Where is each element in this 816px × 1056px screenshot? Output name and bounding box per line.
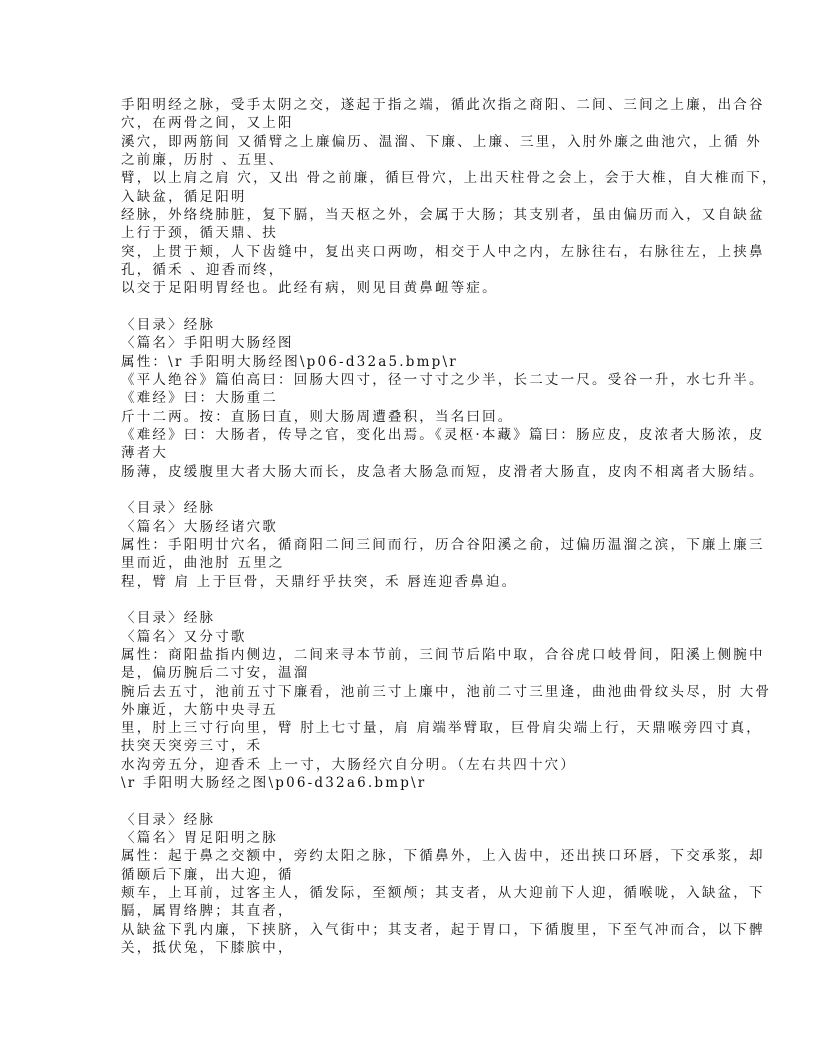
entry-title: 〈篇名〉又分寸歌 — [121, 628, 247, 645]
text-line: 《平人绝谷》篇伯高曰：回肠大四寸，径一寸寸之少半，长二丈一尺。受谷一升，水七升半。 — [121, 371, 765, 388]
text-line: 程，臂 肩 上于巨骨，天鼎纡乎扶突，禾 唇连迎香鼻迫。 — [121, 573, 518, 590]
text-line: 手阳明经之脉，受手太阴之交，遂起于指之端，循此次指之商阳、二间、三间之上廉，出合谷 — [121, 97, 765, 113]
blank-line — [121, 591, 701, 609]
text-line: 经脉，外络绕肺脏，复下膈，当天枢之外，会属于大肠；其支别者，虽由偏历而入，又自缺盆 — [121, 206, 765, 223]
blank-line — [121, 481, 701, 499]
text-line: 之前廉，历肘 、五里、 — [121, 151, 285, 168]
text-line: 肠薄，皮缓腹里大者大肠大而长，皮急者大肠急而短，皮滑者大肠直，皮肉不相离者大肠结。 — [121, 463, 765, 480]
entry-stomach-meridian — [121, 811, 765, 958]
catalog-label: 〈目录〉经脉 — [121, 500, 216, 517]
intro-paragraph — [121, 96, 778, 298]
text-line: 是，偏历腕后二寸安，温溜 — [121, 665, 310, 682]
text-line: 里，肘上三寸行向里，臂 肘上七寸量，肩 肩端举臂取，巨骨肩尖端上行，天鼎喉旁四寸真， — [121, 720, 762, 737]
text-line: 水沟旁五分，迎香禾 上一寸，大肠经穴自分明。（左右共四十穴） — [121, 756, 577, 773]
entry-title: 〈篇名〉手阳明大肠经图 — [121, 335, 294, 352]
text-line: 溪穴，即两筋间 又循臂之上廉偏历、温溜、下廉、上廉、三里，入肘外廉之曲池穴，上循 外 — [121, 133, 762, 150]
text-line: 属性：商阳盐指内侧边，二间来寻本节前，三间节后陷中取，合谷虎口岐骨间，阳溪上侧腕中 — [121, 646, 765, 663]
text-line: 《难经》曰：大肠者，传导之官，变化出焉。《灵枢·本藏》篇曰：肠应皮，皮浓者大肠浓，皮 — [121, 426, 765, 443]
text-line: 里而近，曲池肘 五里之 — [121, 555, 285, 572]
text-line: 扶突天突旁三寸，禾 — [121, 738, 263, 755]
text-line: 属性：\r 手阳明大肠经图\p06-d32a5.bmp\r — [121, 353, 458, 370]
text-line: 穴，在两骨之间，又上阳 — [121, 115, 294, 132]
text-line: 突，上贯于颊，人下齿缝中，复出夹口两吻，相交于人中之内，左脉往右，右脉往左，上挟鼻 — [121, 243, 765, 260]
document-page — [121, 96, 778, 957]
blank-line — [121, 298, 701, 316]
text-line: 入缺盆，循足阳明 — [121, 188, 247, 205]
text-line: 薄者大 — [121, 445, 169, 462]
text-line: 《难经》曰：大肠重二 — [121, 390, 278, 407]
text-line: 斤十二两。按：直肠曰直，则大肠周遭叠积，当名曰回。 — [121, 408, 514, 425]
text-line: 膈，属胃络脾；其直者， — [121, 903, 294, 920]
image-reference: \r 手阳明大肠经之图\p06-d32a6.bmp\r — [121, 775, 427, 792]
text-line: 腕后去五寸，池前五寸下廉看，池前三寸上廉中，池前二寸三里逢，曲池曲骨纹头尽，肘 大骨 — [121, 683, 772, 700]
text-line: 属性：起于鼻之交额中，旁约太阳之脉，下循鼻外，上入齿中，还出挟口环唇，下交承浆，却 — [121, 848, 765, 865]
entry-acupoint-song — [121, 499, 765, 591]
entry-measurement-song — [121, 609, 772, 792]
text-line: 外廉近，大筋中央寻五 — [121, 701, 278, 718]
entry-title: 〈篇名〉大肠经诸穴歌 — [121, 518, 278, 535]
catalog-label: 〈目录〉经脉 — [121, 316, 216, 333]
text-line: 以交于足阳明胃经也。此经有病，则见目黄鼻衄等症。 — [121, 280, 498, 297]
text-line: 颊车，上耳前，过客主人，循发际，至额颅；其支者，从大迎前下人迎，循喉咙，入缺盆，下 — [121, 885, 765, 902]
catalog-label: 〈目录〉经脉 — [121, 610, 216, 627]
text-line: 循颐后下廉，出大迎，循 — [121, 866, 294, 883]
catalog-label: 〈目录〉经脉 — [121, 811, 216, 828]
text-line: 属性：手阳明廿穴名，循商阳二间三间而行，历合谷阳溪之俞，过偏历温溜之滨，下廉上廉三 — [121, 536, 765, 553]
blank-line — [121, 792, 701, 810]
entry-title: 〈篇名〉胃足阳明之脉 — [121, 830, 278, 847]
text-line: 臂，以上肩之肩 穴，又出 骨之前廉，循巨骨穴，上出天柱骨之会上，会于大椎，自大椎而下， — [121, 170, 778, 187]
entry-large-intestine-diagram — [121, 316, 765, 481]
text-line: 从缺盆下乳内廉，下挟脐，入气街中；其支者，起于胃口，下循腹里，下至气冲而合，以下髀 — [121, 921, 765, 938]
text-line: 关，抵伏兔，下膝膑中， — [121, 940, 294, 957]
text-line: 上行于颈，循天鼎、扶 — [121, 225, 278, 242]
text-line: 孔，循禾 、迎香而终， — [121, 261, 285, 278]
